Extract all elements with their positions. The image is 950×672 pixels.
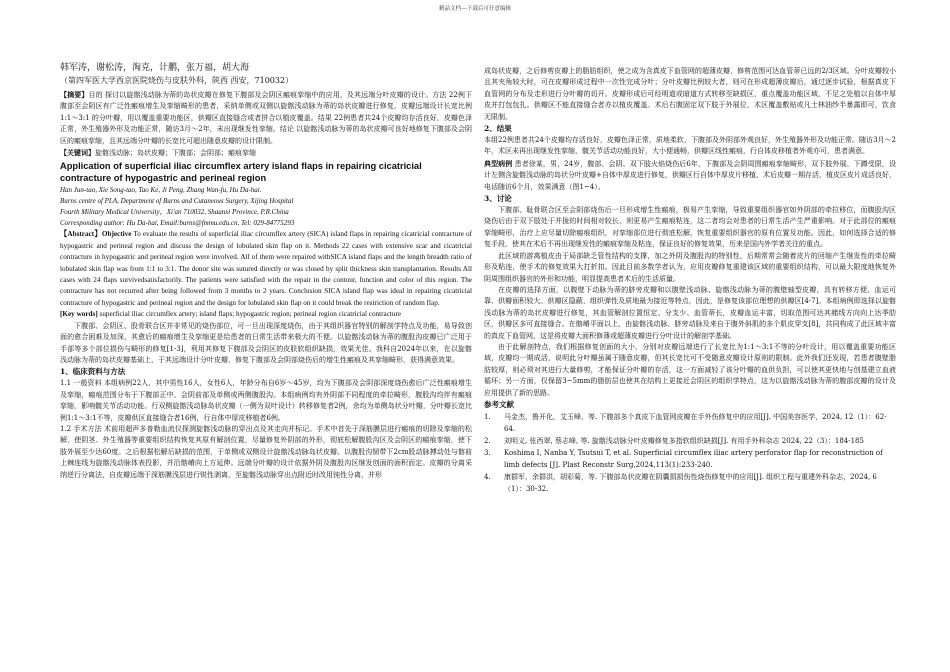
page-header: 精品文档---下载后可任意编辑 xyxy=(439,6,511,12)
english-keywords xyxy=(60,309,472,320)
english-abstract xyxy=(60,229,472,309)
introduction: 下腹部、会阴区、股骨联合区并非常见的烧伤部位，可一旦出现深度烧伤，由于其组织器官特别的解剖学特点及功能，易导致创面的愈合困难及加深，其愈后的瘢痕增生及挛缩更是给患者的日常生活带来极大的不便。以旋髂浅动脉为蒂的腹股沟皮瓣已广泛用于手部等多个部位损伤与畸形的修复[1-3]，利用其修复下腹部及会阴区的皮肤软组织缺损，效果尤佳。我科自2024年以来，在以旋髂浅动脉为蒂的岛状皮瓣基础上，于其远端设计分叶皮瓣，修复下腹部及会阴部烧伤后的增生性瘢痕及其挛缩畸形，获得满意效果。 xyxy=(60,321,472,364)
english-affiliation-2: Fourth Military Medical University，Xi'an 710032, Shaanxi Province, P.R.China xyxy=(60,208,289,217)
reference-number: 1. xyxy=(484,412,491,421)
authors: 韩军涛，谢松涛，淘克，计鹏，张万福，胡大海 xyxy=(60,63,250,73)
reference-text: 康群军，余群洪，胡彩菊，等. 下腹部岛状皮瓣在阴囊损损伤性烧伤修复中的应用[J]. 组织工程与重建外科杂志，2024, 6（1）：30-32. xyxy=(504,472,877,493)
section-2-heading: 2、结果 xyxy=(484,124,512,134)
english-authors: Han Jun-tao, Xie Song-tao, Tao Ke, Ji Peng, Zhang Wan-fu, Hu Da-hai. xyxy=(60,186,262,195)
corresponding-author: Corresponding author: Hu Da-hai, Email:burns@fmmu.edu.cn, Tel: 029-84775293 xyxy=(60,219,295,228)
discussion-p3: 在皮瓣的选择方面，以腹壁下动脉为蒂的脐旁皮瓣和以腹壁浅动脉、旋髂浅动脉为蒂的腹壁轴型皮瓣，具有转移方便、血运可靠、供瓣面积较大、供瓣区隐蔽、组织弹性及质地最为接近等特点，因此，是修复该部位理想的供瓣区[4-7]。本组病例即选择以旋髂浅动脉为蒂的岛状皮瓣进行修复，其血管解剖位置恒定、分支少、血管蒂长，皮瓣血运丰富，切取范围可达其赭线方向向上达季肋区，供瓣区多可直接缝合。在髂嵴平面以上，由旋髂浅动脉、脐旁动脉及来自于腹外斜肌的多个肌皮穿支[8]，共同构成了此区域丰富的真皮下血管网，这是将皮瓣大面积修薄或超薄皮瓣进行分叶设计的解剖学基础。 xyxy=(484,285,896,340)
references-heading: 参考文献 xyxy=(484,399,514,409)
keywords-label: 【关键词】 xyxy=(60,148,95,158)
typical-case xyxy=(484,158,896,193)
reference-text: 马金杰，鲁开化，艾玉峰，等. 下腹部多个真皮下血管网皮瓣在手外伤修复中的应用[J]. 中国美容医学，2024, 12（1）：62-64. xyxy=(504,412,887,433)
discussion-p1: 下腹部、耻骨联合区至会阴部烧伤后一旦形成增生性瘢痕，极易产生挛缩，导致重要组织器官如外阴部的牵拉移位，而腹股沟区烧伤后由于双下肢处于并拢的时间相对较长，则更易产生瘢痕粘连，这二者均会对患者的日常生活产生严重影响。对于此部位的瘢痕挛缩畸形，治疗上应尽量切除瘢痕组织，对挛缩部位进行彻底松解，恢复重要组织器官的原有位置及功能。因此，如何选择合适的修复手段，使其在术后不再出现继发性的瘢痕挛缩及粘连，保证良好的修复效果，历来是国内外学者关注的重点。 xyxy=(484,206,896,249)
affiliation: （第四军医大学西京医院烧伤与皮肤外科，陕西 西安，710032） xyxy=(60,76,294,85)
reference-text: Koshima I, Nanba Y, Tsutsui T, et al. Superficial circumflex iliac artery perforator flap for reconstruction of limb defects [J]. Plast Reconstr Surg,2024,113(1):233-240. xyxy=(504,448,883,469)
abstract-text: 目的 探讨以旋髂浅动脉为蒂的岛状皮瓣在修复下腹部及会阴区瘢痕挛缩中的应用，及其远端分叶皮瓣的设计。方法 22例下腹部至会阴区有广泛性瘢痕增生及挛缩畸形的患者，采纳单侧或双侧以旋髂浅动脉为蒂的岛状皮瓣进行修复，皮瓣远端设计长宽比例 1:1～3:1 的分叶瓣，用以覆盖重要功能区，供瓣区直接缝合或者拼合以植皮覆盖。结果 22例患者共24个皮瓣均存活良好，皮瓣色泽正常，外生殖器外形及功能正常，随访3月～2年，未出现继发性挛缩。结论 以旋髂浅动脉为蒂的岛状皮瓣可良好地修复下腹部及会阴区的瘢痕挛缩，且其远端分叶瓣的长宽比可超出随意皮瓣的设计限制。 xyxy=(60,91,473,145)
english-keywords-label: [Key words] xyxy=(60,310,98,319)
reference-text: 刘明义, 张西翠, 蔡志峰, 等. 旋髂浅动脉分叶皮瓣修复多指软组织缺损[J]. 有用手外科杂志 2024, 22（3）：184-185 xyxy=(504,436,864,445)
methods-continued: 成岛状皮瓣，之后修剪皮瓣上的脂肪组织，使之成为含真皮下血管网的超薄皮瓣，修剪范围可达血管蒂已远的2/3区域。分叶皮瓣较小且其夹角较大时，可在皮瓣形成过程中一次性完成分叶；分叶皮瓣比例较大者，则可在形成超薄皮瓣后，通过逐步试验，根据真皮下血管网的分布及走形进行分叶瓣的切开。皮瓣形成后可经明道或暗道方式转移至缺损区，重点覆盖功能区域，不足之处植以自体中厚皮并打包包扎。供瓣区不能直接缝合者亦以植皮覆盖。术后右腹固定双下肢于外展位，术区覆盖敷贴或凡士林油纱半暴露即可，饮食无限制。 xyxy=(484,67,896,121)
keywords-text: 旋髂浅动脉；岛状皮瓣；下腹部；会阴部；瘢痕挛缩 xyxy=(95,149,256,158)
english-abstract-text: To evaluate the results of superficial iliac circumflex artery (SICA) island flaps in repairing cicatricial contracture of hypogastric and perineal region and discuss the design of lobulated skin flap on it. Methods 22 cases with extensive scar and cicatricial contracture in hypogastric and perineal region were involved. All of them were repaired withSICA island flaps and the length breadth ratio of lobulated skin flap was from 1:1 to 3:1. The donor site was sutured directly or was closed by split thickness skin transplantation. Results All cases with 24 flaps survivedsatisfactorily. The patients were satisfied with the repair in the contour, function and color of this region. The contracture has not recurred after being followed from 3 months to 2 years. Conclusion SICA island flap was ideal in repairing cicatricial contracture of hypogastric and perineal region and the design for lobulated skin flap on it could break the restriction of random flap. xyxy=(60,230,472,307)
abstract xyxy=(60,89,472,147)
left-column xyxy=(60,62,472,481)
reference-number: 3. xyxy=(484,448,491,457)
keywords xyxy=(60,147,472,159)
abstract-label: 【摘要】 xyxy=(60,90,89,99)
section-1-1: 1.1 一般资料 本组病例22人，其中男性16人，女性6人，年龄分布自6岁～45岁，均为下腹部及会阴部深度烧伤愈后广泛性瘢痕增生及挛缩，瘢痕范围分布于下腹部正中、会阴前部及单侧或两侧腹股沟。本组病例均有外阴部不同程度的牵拉畸形，腹股沟均伴有瘢痕挛缩，影响髋关节活动功能。行双侧旋髂浅动脉岛状皮瓣（一侧为双叶设计）转移修复者2例，余均为单侧岛状分叶瓣，分叶瓣长宽比例1:1～3:1不等，皮瓣供区直接缝合者16例，行自体中厚皮移植者6例。 xyxy=(60,379,472,422)
reference-number: 2. xyxy=(484,436,491,445)
reference-item xyxy=(484,447,896,471)
reference-item xyxy=(484,471,896,495)
reference-item xyxy=(484,411,896,435)
reference-number: 4. xyxy=(484,472,491,481)
english-title: Application of superficial iliac circumflex artery island flaps in repairing cicatricial contracture of hypogastric and perineal region xyxy=(60,161,422,184)
discussion-p4: 由于此解剖特点，我们根据修复创面的大小，分别对皮瓣远端进行了长宽比为1:1～3:1不等的分叶设计，用以覆盖重要功能区域，皮瓣均一期成活，说明此分叶瓣虽属于随意皮瓣，但其长宽比可不受随意皮瓣设计原则的限制。此外我们还发现，若患者腹壁脂肪较厚，则必须对其进行大量修剪，才能保证分叶瓣的存活，这一方面减轻了该分叶瓣的血供负担，可以使其更快地与创基建立血液循环；另一方面，仅保留3~5mm的脂肪层也使其在结构上更接近会阴区的组织学特点，这为以旋髂浅动脉为蒂的腹部皮瓣的设计及应用提供了新的思路。 xyxy=(484,342,896,397)
english-keywords-text: superficial iliac circumflex artery; island flaps; hypogastric region; perineal region cicatricial contracture xyxy=(99,310,402,319)
typical-case-text: 患者徐某，男，24岁，腹部、会阴、双下肢火焰烧伤后6年，下腹部及会阴周围瘢痕挛缩畸形，双下肢外展、下蹲受限，设计左侧含旋髂浅动脉的岛状分叶皮瓣+自体中厚皮进行修复，供瓣区行自体中厚皮片移植，术后皮瓣一期存活，植皮区皮片成活良好，电话随访6个月，效果满意（图1~4）。 xyxy=(484,159,897,191)
section-1-2: 1.2 手术方法 术前用超声多普勒血流仪探测旋髂浅动脉的穿出点及其走向并标记。手术中首先于深筋膜层进行瘢痕的切除及挛缩的松解，使阴茎、外生殖器等重要组织结构恢复其原有解剖位置，尽量修复外阴部的外形，彻底松解腹股沟区及会阴区的瘢痕挛缩，使下肢外展至少达60度。之后根据松解后缺损的范围，于单侧或双侧设计旋髂浅动脉岛状皮瓣。以腹股沟韧带下2cm股动脉搏动处与髂前上棘连线为旋髂浅动脉体表投影，并沿髂嵴向上方延伸。远端分叶瓣的设计依据外阴及腹股沟区继发创面的面积而定。皮瓣的分离采纳逆行分离法，自皮瓣远端于深筋膜浅层进行锐性剥离，至旋髂浅动脉穿出点附近时改用钝性分离，并形 xyxy=(60,424,472,479)
section-1-heading: 1、临床资料与方法 xyxy=(60,367,126,377)
discussion-p2: 此区域的游离植皮由于局部缺乏管性结构的支撑，加之外阴及腹股沟的特别性，后期常常会随着皮片的回缩产生继发性的牵拉畸形及粘连，使手术的修复效果大打折扣。因此目前多数学者认为，应用皮瓣修复重建该区域的重要组织结构，可以最大限度地恢复外阴周围组织器官的外形和功能，明显提高患者术后的生活质量。 xyxy=(484,251,896,283)
results-text: 本组22例患者共24个皮瓣均存活良好，皮瓣色泽正常，质地柔软，下腹部及外阴部外观良好，外生殖器外形及功能正常。随访3月～2年，术区未再出现继发性挛缩，髋关节活动功能良好，大小便通畅，供瓣区线性瘢痕，行自体皮移植者外观亦可，患者满意。 xyxy=(484,136,896,156)
right-column xyxy=(484,66,896,495)
reference-item xyxy=(484,435,896,447)
english-affiliation-1: Burns centre of PLA, Department of Burns and Cutaneous Surgery, Xijing Hospital xyxy=(60,197,294,206)
english-abstract-label: 【Abstract】Objective xyxy=(60,230,132,239)
section-3-heading: 3、讨论 xyxy=(484,194,512,204)
typical-case-label: 典型病例 xyxy=(484,158,513,168)
